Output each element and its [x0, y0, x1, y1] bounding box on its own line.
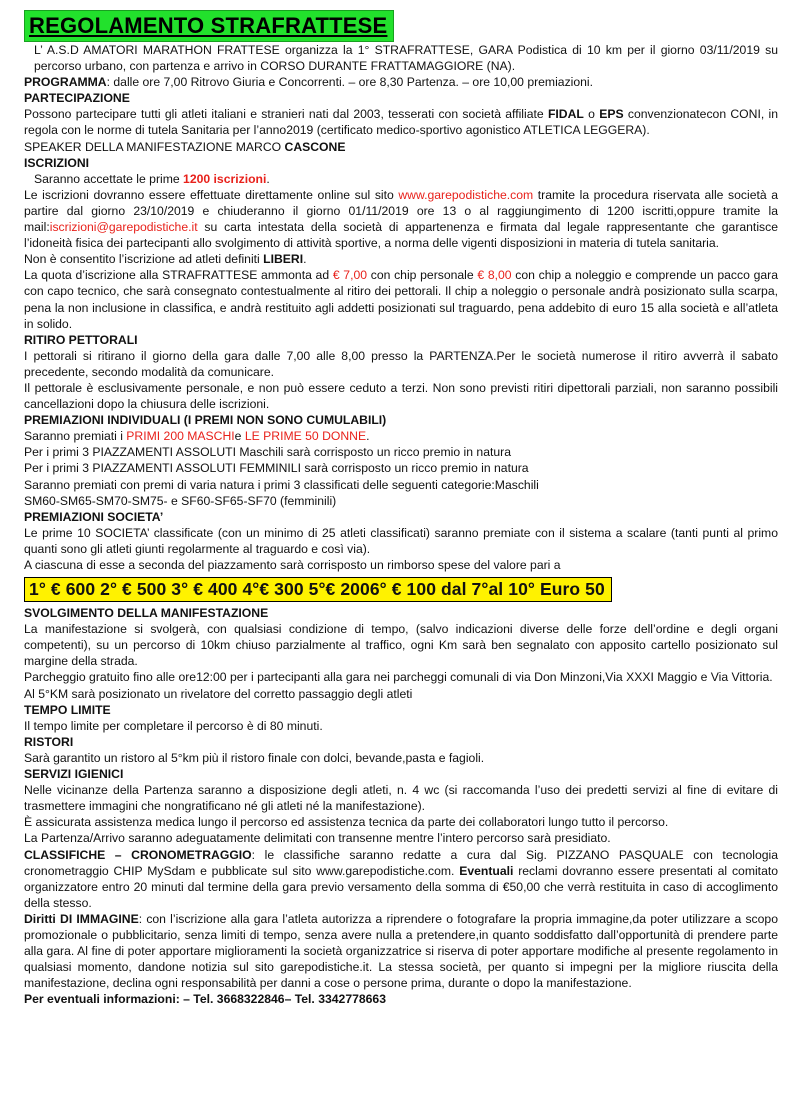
- programma-line: [24, 74, 778, 90]
- contact-line: Per eventuali informazioni: – Tel. 3668322846– Tel. 3342778663: [24, 992, 386, 1007]
- premi-individuali-line1: [24, 428, 778, 444]
- iscrizioni-online-b: tramite la procedura riservata alle società a partire dal giorno 23/10/2019 e chiuderanno il giorno 01/11/2019 ore 13 o al raggiungimento di 1200 iscritti,oppure tramite la mail:: [24, 187, 778, 235]
- ritiro-heading: RITIRO PETTORALI: [24, 332, 138, 347]
- servizi-text-3: La Partenza/Arrivo saranno adeguatamente delimitati con transenne mentre l’intero percorso sarà presidiato.: [24, 831, 611, 846]
- quota-price-rental: € 8,00: [477, 268, 512, 283]
- premi-societa-heading: PREMIAZIONI SOCIETA’: [24, 509, 164, 524]
- servizi-text-1: Nelle vicinanze della Partenza saranno a disposizione degli atleti, n. 4 wc (si raccomanda l’uso dei predetti servizi al fine di evitare di trasmettere immagini che nongratificano né gli atleti né la manifestazione).: [24, 783, 778, 814]
- premi-individuali-line5: SM60-SM65-SM70-SM75- e SF60-SF65-SF70 (femminili): [24, 493, 337, 508]
- svolgimento-heading: SVOLGIMENTO DELLA MANIFESTAZIONE: [24, 606, 269, 621]
- servizi-heading: SERVIZI IGIENICI: [24, 767, 124, 782]
- iscrizioni-limit: 1200 iscrizioni: [183, 171, 267, 186]
- classifiche-paragraph: [24, 847, 778, 911]
- quota-g: con chip a noleggio e comprende un pacco gara con capo tecnico, che sarà consegnato contestualmente al ritiro dei pettorali. Il chip a noleggio o personale andrà posizionato sulla scarpa, pena la non inclusione in classifica, e andrà restituito agli addetti posizionati sul traguardo, pena addebito di euro 15 alla società e all’atleta in solido.: [24, 268, 778, 331]
- prize-band-wrapper: [24, 573, 778, 605]
- diritti-text: : con l’iscrizione alla gara l’atleta autorizza a riprendere o fotografare la propria immagine,da poter utilizzare a scopo promozionale o pubblicitario, senza limiti di tempo, senza avere nulla a pretendere,in quanto soddisfatto dall’opportunità di prendere parte alla gara. Al fine di poter apportare miglioramenti la società organizzatrice si riserva di poter apportare modifiche al presente regolamento in qualsiasi momento, dandone notizia sul sito garepodistiche.it. La stessa società, per quanto si impegni per la migliore riuscita della manifestazione, declina ogni responsabilità per danni a cose o persone prima, durante o dopo la manifestazione.: [24, 911, 778, 991]
- ritiro-text-2: Il pettorale è esclusivamente personale, e non può essere ceduto a terzi. Non sono previsti ritiri dipettorali parziali, non saranno possibili cancellazioni dopo la chiusura delle iscrizioni.: [24, 380, 778, 412]
- programma-text: : dalle ore 7,00 Ritrovo Giuria e Concorrenti. – ore 8,30 Partenza. – ore 10,00 premiazioni.: [106, 75, 594, 90]
- iscrizioni-online: [24, 187, 778, 251]
- page-title: REGOLAMENTO STRAFRATTESE: [24, 10, 394, 42]
- fidal-label: FIDAL: [547, 107, 584, 122]
- email-link[interactable]: iscrizioni@garepodistiche.it: [49, 220, 198, 235]
- partecipazione-text: [24, 106, 778, 138]
- svolgimento-text-2: Parcheggio gratuito fino alle ore12:00 per i partecipanti alla gara nei parcheggi comunali di via Don Minzoni,Via XXXI Maggio e Via Vittoria.: [24, 670, 773, 685]
- quota-b: STRAFRATTESE: [162, 268, 258, 283]
- svolgimento-text-3: Al 5°KM sarà posizionato un rivelatore del corretto passaggio degli atleti: [24, 686, 413, 701]
- tempo-text: Il tempo limite per completare il percorso è di 80 minuti.: [24, 718, 323, 733]
- speaker-line: [24, 139, 778, 155]
- ritiro-text-1: I pettorali si ritirano il giorno della gara dalle 7,00 alle 8,00 presso la PARTENZA.Per le società numerose il ritiro avverrà il sabato precedente, secondo modalità da comunicare.: [24, 348, 778, 379]
- quota-paragraph: [24, 267, 778, 331]
- premi-male-count: PRIMI 200 MASCHI: [126, 429, 235, 444]
- eps-label: EPS: [599, 107, 624, 122]
- partecipazione-text-a: Possono partecipare tutti gli atleti italiani e stranieri nati dal 2003, tesserati con società affiliate: [24, 107, 548, 122]
- partecipazione-text-e: convenzionatecon CONI, in regola con le norme di tutela Sanitaria per l’anno2019 (certificato medico-sportivo agonistico ATLETICA LEGGERA).: [24, 107, 778, 138]
- partecipazione-text-c: o: [583, 107, 600, 122]
- site-link[interactable]: www.garepodistiche.com: [398, 187, 534, 202]
- tempo-heading: TEMPO LIMITE: [24, 702, 111, 717]
- premi-line1-c: e: [234, 429, 245, 444]
- quota-e: con chip personale: [367, 268, 478, 283]
- premi-societa-text-1: Le prime 10 SOCIETA’ classificate (con un minimo di 25 atleti classificati) saranno premiate con il sistema a scalare (tanti punti al primo quanti sono gli atleti giunti regolarmente al traguardo e così via).: [24, 525, 778, 556]
- classifiche-text-a: : le classifiche saranno redatte a cura dal Sig. PIZZANO PASQUALE con tecnologia cronometraggio CHIP MySdam e pubblicate sul sito www.garepodistiche.com.: [24, 847, 778, 878]
- ristori-heading: RISTORI: [24, 734, 74, 749]
- premi-individuali-line4: Saranno premiati con premi di varia natura i primi 3 classificati delle seguenti categorie:Maschili: [24, 477, 539, 492]
- premi-female-count: LE PRIME 50 DONNE: [244, 429, 367, 444]
- premi-societa-text-2: A ciascuna di esse a seconda del piazzamento sarà corrisposto un rimborso spese del valore pari a: [24, 558, 561, 572]
- liberi-c: .: [303, 252, 307, 267]
- iscrizioni-accept-c: .: [266, 171, 270, 186]
- quota-a: La quota d’iscrizione alla: [24, 268, 163, 283]
- servizi-text-2: È assicurata assistenza medica lungo il percorso ed assistenza tecnica da parte dei collaboratori lungo tutto il percorso.: [24, 815, 669, 830]
- programma-label: PROGRAMMA: [24, 75, 107, 90]
- speaker-text: SPEAKER DELLA MANIFESTAZIONE MARCO: [24, 139, 285, 154]
- iscrizioni-accept: [24, 171, 778, 187]
- regulation-body: [24, 42, 778, 1007]
- liberi-b: LIBERI: [263, 252, 304, 267]
- quota-price-personal: € 7,00: [332, 268, 368, 283]
- premi-line1-a: Saranno premiati i: [24, 429, 127, 444]
- speaker-name: CASCONE: [284, 139, 346, 154]
- liberi-line: [24, 251, 778, 267]
- diritti-label: Diritti DI IMMAGINE: [24, 911, 139, 926]
- ristori-text: Sarà garantito un ristoro al 5°km più il ristoro finale con dolci, bevande,pasta e fagioli.: [24, 750, 485, 765]
- partecipazione-heading: PARTECIPAZIONE: [24, 91, 130, 106]
- premi-line1-e: .: [366, 429, 370, 444]
- liberi-a: Non è consentito l’iscrizione ad atleti definiti: [24, 252, 264, 267]
- premi-individuali-heading: PREMIAZIONI INDIVIDUALI (I PREMI NON SONO CUMULABILI): [24, 413, 387, 428]
- premi-individuali-line2: Per i primi 3 PIAZZAMENTI ASSOLUTI Maschili sarà corrisposto un ricco premio in natura: [24, 445, 511, 460]
- classifiche-label: CLASSIFICHE – CRONOMETRAGGIO: [24, 847, 252, 862]
- quota-c: ammonta ad: [257, 268, 333, 283]
- iscrizioni-heading: ISCRIZIONI: [24, 155, 90, 170]
- iscrizioni-online-a: Le iscrizioni dovranno essere effettuate direttamente online sul sito: [24, 187, 399, 202]
- premi-individuali-line3: Per i primi 3 PIAZZAMENTI ASSOLUTI FEMMINILI sarà corrisposto un ricco premio in natura: [24, 461, 529, 476]
- iscrizioni-online-c: su carta intestata della società di appartenenza e firmata dal legale rappresentante che garantisce l’idoneità fisica dei partecipanti allo svolgimento di attività sportive, a norma delle vigenti disposizioni in materia di tutela sanitaria.: [24, 220, 778, 251]
- classifiche-text-c: reclami dovranno essere presentati al comitato organizzatore entro 20 minuti dal termine della gara previo versamento della somma di €50,00 che verrà restituita in caso di accoglimento della stesso.: [24, 863, 779, 910]
- intro-paragraph: L’ A.S.D AMATORI MARATHON FRATTESE organizza la 1° STRAFRATTESE, GARA Podistica di 10 km per il giorno 03/11/2019 su percorso urbano, con partenza e arrivo in CORSO DURANTE FRATTAMAGGIORE (NA).: [34, 43, 778, 74]
- iscrizioni-accept-a: Saranno accettate le prime: [34, 171, 184, 186]
- classifiche-text-b: Eventuali: [459, 863, 514, 878]
- diritti-paragraph: [24, 911, 778, 991]
- svolgimento-text-1: La manifestazione si svolgerà, con qualsiasi condizione di tempo, (salvo indicazioni diverse delle forze dell’ordine e degli organi competenti), su un percorso di 10km chiuso parzialmente al traffico, ogni Km sarà ben segnalato con apposito cartello posizionato sul margine della strada.: [24, 622, 778, 669]
- prize-band: 1° € 600 2° € 500 3° € 400 4°€ 300 5°€ 2006° € 100 dal 7°al 10° Euro 50: [24, 577, 612, 602]
